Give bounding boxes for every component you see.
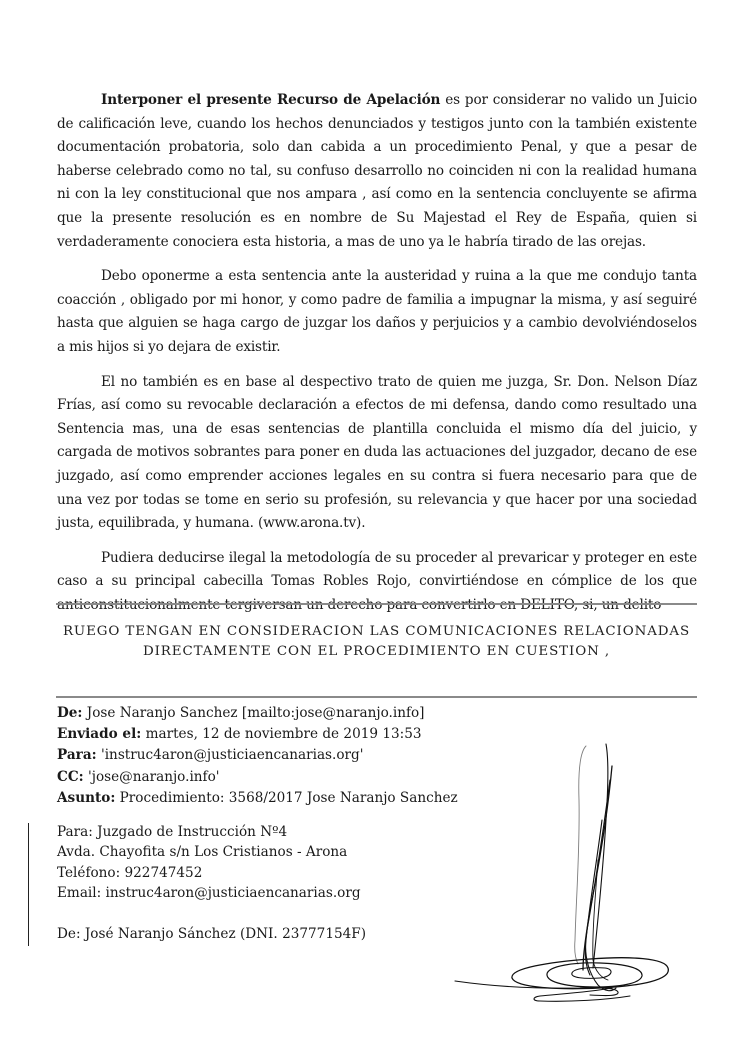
- letter-body: [57, 89, 697, 628]
- email-sent-row: [57, 724, 458, 745]
- email-from-label: De:: [57, 705, 83, 721]
- email-from-row: [57, 703, 458, 724]
- email-header: [57, 703, 458, 809]
- notice-line-2: DIRECTAMENTE CON EL PROCEDIMIENTO EN CUESTION ,: [142, 644, 610, 659]
- address-to: Para: Juzgado de Instrucción Nº4: [57, 824, 288, 840]
- paragraph-1: [57, 89, 697, 254]
- paragraph-1-text: es por considerar no valido un Juicio de calificación leve, cuando los hechos denunciados y testigos junto con la también existente documentación probatoria, solo dan cabida a un procedimiento Penal, y que a pesar de haberse celebrado como no tal, su confuso desarrollo no coinciden ni con la realidad humana ni con la ley constitucional que nos ampara , así como en la sentencia concluyente se afirma que la presente resolución es en nombre de Su Majestad el Rey de España, quien si verdaderamente conociera esta historia, a mas de uno ya le habría tirado de las orejas.: [57, 92, 697, 250]
- email-to-value: 'instruc4aron@justiciaencanarias.org': [96, 747, 364, 764]
- email-cc-label: CC:: [57, 768, 84, 785]
- paragraph-1-lead: Interponer el presente Recurso de Apelación: [101, 92, 441, 108]
- address-block: [57, 822, 366, 944]
- email-to-row: [57, 745, 458, 766]
- address-from: De: José Naranjo Sánchez (DNI. 23777154F): [57, 925, 366, 942]
- email-cc-row: [57, 767, 458, 788]
- email-subject-label: Asunto:: [57, 789, 116, 806]
- notice-line-1: RUEGO TENGAN EN CONSIDERACION LAS COMUNICACIONES RELACIONADAS: [62, 624, 691, 639]
- email-from-value: Jose Naranjo Sanchez [mailto:jose@naranjo.info]: [82, 705, 425, 721]
- email-subject-value: Procedimiento: 3568/2017 Jose Naranjo Sanchez: [115, 789, 458, 806]
- address-margin-bar: [28, 823, 29, 946]
- address-phone: Teléfono: 922747452: [57, 864, 203, 881]
- top-divider: [56, 603, 697, 605]
- address-street: Avda. Chayofita s/n Los Cristianos - Arona: [57, 844, 348, 861]
- email-to-label: Para:: [57, 747, 97, 764]
- email-sent-label: Enviado el:: [57, 726, 142, 743]
- paragraph-2: Debo oponerme a esta sentencia ante la austeridad y ruina a la que me condujo tanta coacción , obligado por mi honor, y como padre de familia a impugnar la misma, y así seguiré hasta que alguien se haga cargo de juzgar los daños y perjuicios y a cambio devolviéndoselos a mis hijos si yo dejara de existir.: [57, 268, 697, 355]
- notice-block: [56, 622, 697, 662]
- handwritten-signature: [440, 740, 740, 1040]
- paragraph-4: Pudiera deducirse ilegal la metodología de su proceder al prevaricar y proteger en este caso a su principal cabecilla Tomas Robles Rojo, convirtiéndose en cómplice de los que: [57, 549, 697, 590]
- address-spacer: [57, 904, 366, 924]
- email-cc-value: 'jose@naranjo.info': [83, 768, 220, 785]
- email-sent-value: martes, 12 de noviembre de 2019 13:53: [141, 726, 422, 743]
- address-email: Email: instruc4aron@justiciaencanarias.org: [57, 885, 361, 902]
- paragraph-3: El no también es en base al despectivo trato de quien me juzga, Sr. Don. Nelson Díaz Frías, así como su revocable declaración a efectos de mi defensa, dando como resultado una Sentencia mas, una de esas sentencias de plantilla concluida el mismo día del juicio, y cargada de motivos sobrantes para poner en duda las actuaciones del juzgador, decano de ese juzgado, así como emprender acciones legales en su contra si fuera necesario para que de una vez por todas se tome en serio su profesión, su relevancia y que hacer por una sociedad justa, equilibrada, y humana. (www.arona.tv).: [57, 373, 697, 532]
- signature-drawing: [440, 740, 740, 1040]
- bottom-divider: [56, 696, 697, 698]
- email-subject-row: [57, 788, 458, 809]
